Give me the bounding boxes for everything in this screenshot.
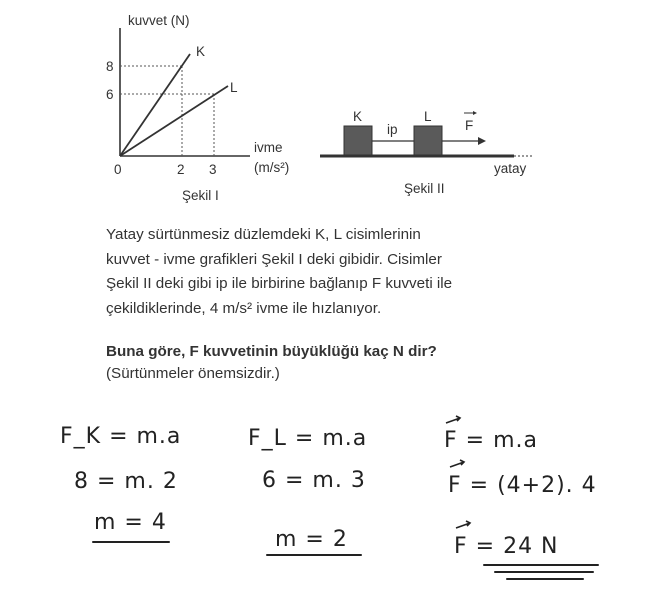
series-l-label: L [230,80,238,95]
problem-line: Şekil II deki gibi ip ile birbirine bağlanıp F kuvveti ile [106,275,453,292]
problem-line: çekildiklerinde, 4 m/s² ivme ile hızlanıyor. [106,299,382,317]
answer-underline [266,554,362,556]
figure1-caption: Şekil I [182,188,219,203]
force-arrow-head [478,137,486,145]
question-text: Buna göre, F kuvvetinin büyüklüğü kaç N dir? [106,343,437,360]
block-l [414,126,442,155]
problem-line: Yatay sürtünmesiz düzlemdeki K, L cisimlerinin [106,226,421,243]
block-l-label: L [424,109,432,124]
answer-underline [494,571,594,573]
x-tick-label: 2 [177,162,185,177]
block-k [344,126,372,155]
series-k-line [120,54,190,156]
solution-col1-answer: m = 4 [94,510,167,535]
force-label: F [465,118,474,133]
x-axis-label-line1: ivme [254,140,283,155]
force-vector-mark-head [473,111,477,115]
vector-arrow [446,416,460,423]
rope-label: ip [387,122,398,137]
block-k-label: K [353,109,363,124]
solution-col1-line1: F_K = m.a [60,424,182,449]
solution-col2-line1: F_L = m.a [248,426,368,451]
vector-arrow [456,521,470,528]
vector-arrow [450,460,464,467]
solution-col3-answer: F = 24 N [454,534,559,559]
x-tick-label: 3 [209,162,217,177]
question-note: (Sürtünmeler önemsizdir.) [106,365,280,382]
solution-col3-line2: F = (4+2). 4 [448,473,597,498]
x-axis-label-line2: (m/s²) [254,160,290,175]
answer-underline [506,578,584,580]
problem-line: kuvvet - ivme grafikleri Şekil I deki gibidir. Cisimler [106,250,442,268]
solution-col2-line2: 6 = m. 3 [262,468,366,493]
solution-col3-line1: F = m.a [444,428,538,453]
blocks-diagram [318,100,548,203]
answer-underline [92,541,170,543]
surface-label: yatay [494,161,527,176]
y-tick-label: 6 [106,87,114,102]
answer-underline [483,564,599,566]
solution-col2-answer: m = 2 [275,527,348,552]
force-acceleration-graph [90,8,320,203]
series-k-label: K [196,44,206,59]
problem-text [106,223,546,321]
y-tick-label: 8 [106,59,114,74]
question-block [106,341,556,385]
solution-col1-line2: 8 = m. 2 [74,469,178,494]
y-axis-label: kuvvet (N) [128,13,190,28]
figure2-caption: Şekil II [404,181,445,196]
origin-label: 0 [114,162,122,177]
series-l-line [120,86,228,156]
